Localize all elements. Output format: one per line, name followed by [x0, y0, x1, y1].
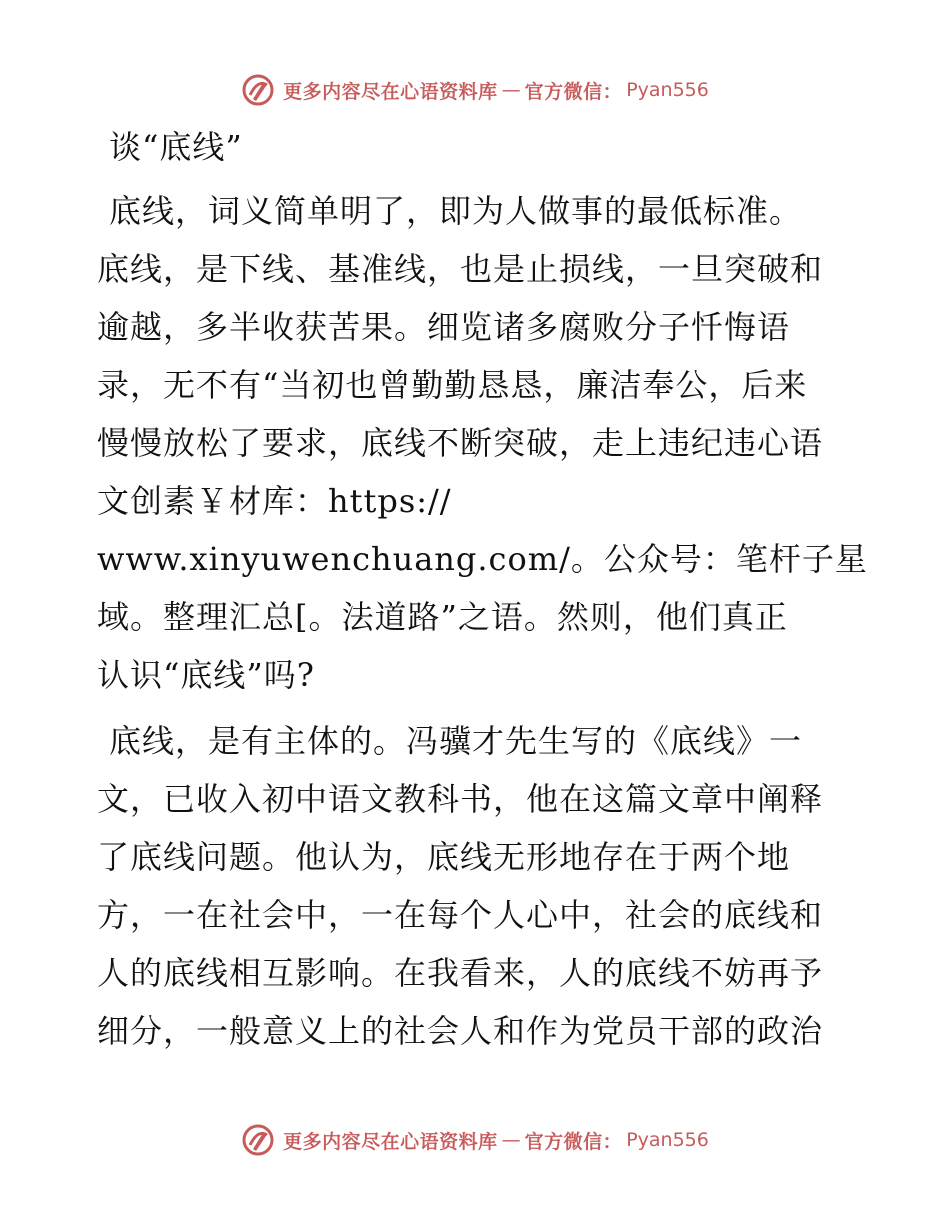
watermark-separator: —	[501, 79, 521, 101]
watermark-separator: —	[501, 1129, 521, 1151]
paragraph-2	[97, 712, 857, 1060]
paragraph-line: 了底线问题。他认为，底线无形地存在于两个地	[97, 838, 791, 876]
paragraph-line: 底线，是下线、基准线，也是止损线，一旦突破和	[97, 250, 824, 288]
paragraph-line: 录，无不有“当初也曾勤勤恳恳，廉洁奉公，后来	[97, 366, 808, 404]
paragraph-line: 底线，词义简单明了，即为人做事的最低标准。	[109, 192, 803, 230]
paragraph-line: www.xinyuwenchuang.com/。公众号：笔杆子星	[97, 540, 868, 578]
paragraph-line: 认识“底线”吗?	[97, 656, 315, 694]
watermark-footer	[0, 1120, 950, 1160]
paragraph-line: 细分，一般意义上的社会人和作为党员干部的政治	[97, 1012, 824, 1050]
watermark-wechat-label: 官方微信：	[524, 80, 623, 103]
paragraph-line: 底线，是有主体的。冯骥才先生写的《底线》一	[109, 722, 803, 760]
paragraph-line: 人的底线相互影响。在我看来，人的底线不妨再予	[97, 954, 824, 992]
paragraph-line: 慢慢放松了要求，底线不断突破，走上违纪违心语	[97, 424, 824, 462]
watermark-wechat-id: Pyan556	[626, 1129, 709, 1151]
document-title: 谈“底线”	[109, 128, 243, 166]
watermark-wechat-label: 官方微信：	[524, 1130, 623, 1153]
paragraph-line: 逾越，多半收获苦果。细览诸多腐败分子忏悔语	[97, 308, 791, 346]
brand-logo-icon	[241, 73, 275, 107]
paragraph-1	[97, 182, 868, 704]
paragraph-line: 文，已收入初中语文教科书，他在这篇文章中阐释	[97, 780, 824, 818]
brand-logo-icon	[241, 1123, 275, 1157]
watermark-wechat-id: Pyan556	[626, 79, 709, 101]
paragraph-line: 方，一在社会中，一在每个人心中，社会的底线和	[97, 896, 824, 934]
watermark-text: 更多内容尽在心语资料库	[283, 1130, 498, 1153]
paragraph-line: 域。整理汇总[。法道路”之语。然则，他们真正	[97, 598, 788, 636]
watermark-header	[0, 70, 950, 110]
document-body	[97, 120, 868, 1060]
watermark-text: 更多内容尽在心语资料库	[283, 80, 498, 103]
paragraph-line: 文创素￥材库：https://	[97, 482, 452, 520]
